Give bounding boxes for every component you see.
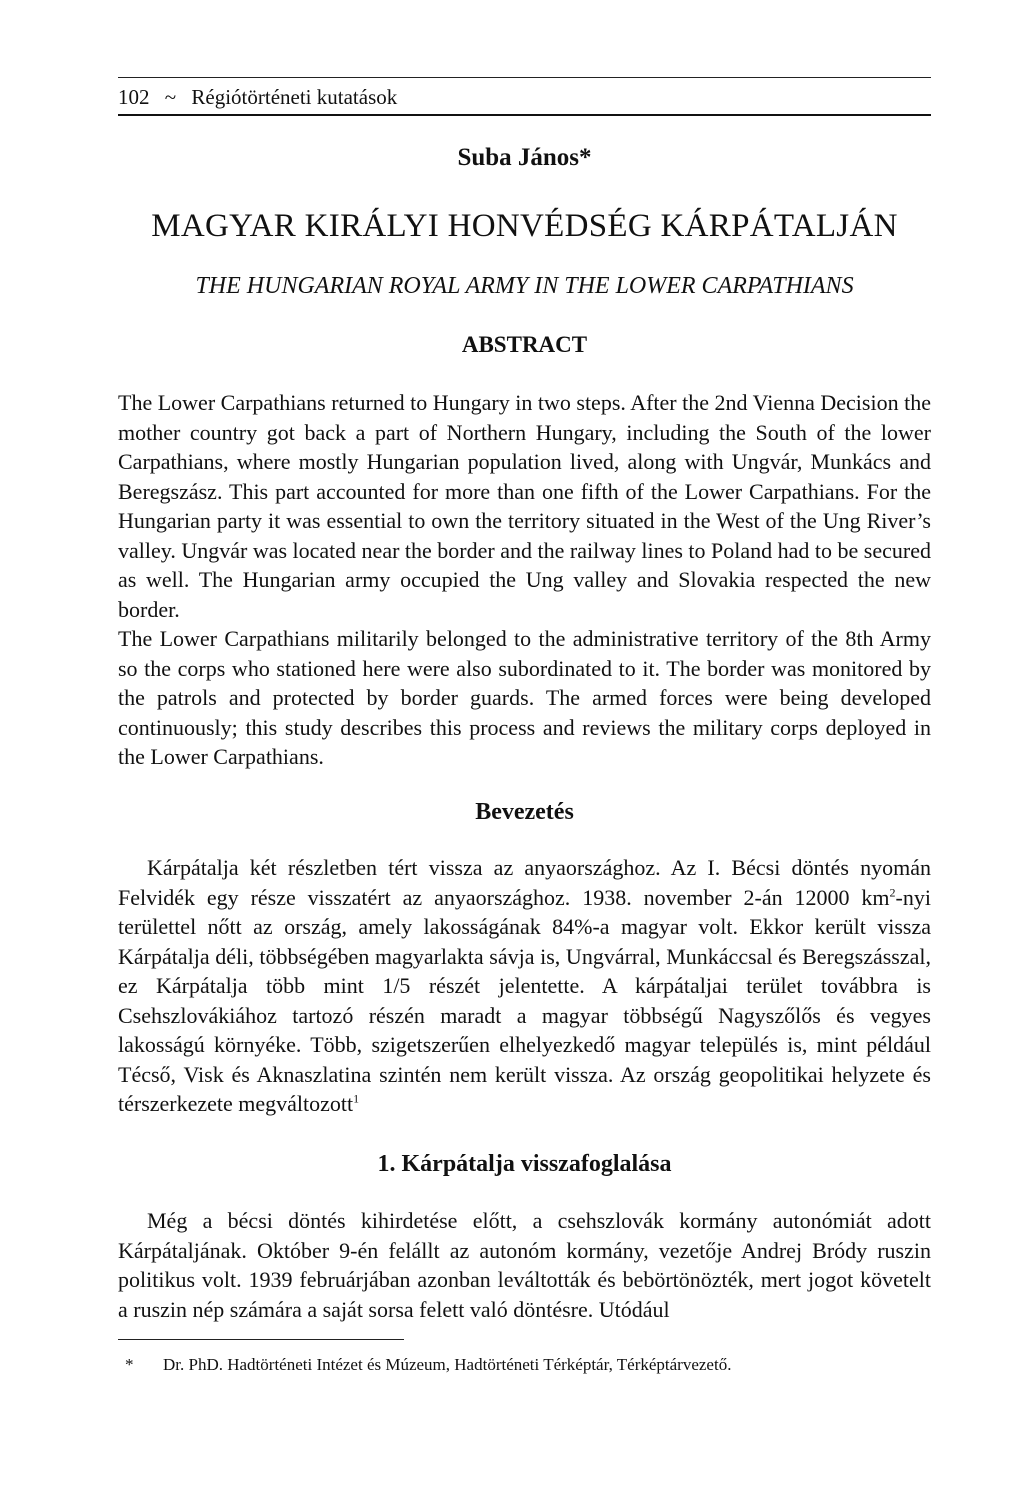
author-footnote	[125, 1354, 931, 1376]
introduction-heading: Bevezetés	[475, 799, 574, 825]
abstract-heading: ABSTRACT	[461, 332, 588, 357]
article-title: MAGYAR KIRÁLYI HONVÉDSÉG KÁRPÁTALJÁN	[151, 208, 898, 244]
header-separator: ~	[164, 85, 177, 109]
footnote-text: Dr. PhD. Hadtörténeti Intézet és Múzeum, Hadtörténeti Térképtár, Térképtárvezető.	[163, 1355, 732, 1374]
journal-title: Régiótörténeti kutatások	[191, 85, 398, 109]
page-number: 102	[118, 85, 150, 109]
area-unit-superscript: 2	[889, 885, 896, 900]
footnote-reference[interactable]: 1	[353, 1091, 360, 1106]
section-1-heading: 1. Kárpátalja visszafoglalása	[377, 1151, 672, 1177]
author-name: Suba János*	[457, 144, 592, 171]
header-bottom-rule	[118, 114, 931, 116]
abstract-paragraph: The Lower Carpathians returned to Hungary in two steps. After the 2nd Vienna Decision the mother country got back a part of Northern Hungary, including the South of the lower Carpathians, where mostly Hungarian population lived, along with Ungvár, Munkács and Beregszász. This part accounted for more than one fifth of the Lower Carpathians. For the Hungarian party it was essential to own the territory situated in the West of the Ung River’s valley. Ungvár was located near the border and the railway lines to Poland had to be secured as well. The Hungarian army occupied the Ung valley and Slovakia respected the new border.	[118, 390, 931, 622]
section-1-paragraph: Még a bécsi döntés kihirdetése előtt, a csehszlovák kormány autonómiát adott Kárpátaljának. Október 9-én felállt az autonóm kormány, vezetője Andrej Bródy ruszin politikus volt. 1939 februárjában azonban leváltották és bebörtönözték, mert jogot követelt a ruszin nép számára a saját sorsa felett való döntésre. Utódául	[118, 1208, 931, 1322]
article-subtitle: THE HUNGARIAN ROYAL ARMY IN THE LOWER CARPATHIANS	[195, 273, 854, 299]
header-top-rule	[118, 77, 931, 78]
footnote-marker: *	[125, 1355, 134, 1374]
introduction-paragraph	[118, 853, 931, 1119]
abstract-body	[118, 388, 931, 772]
abstract-paragraph: The Lower Carpathians militarily belonged to the administrative territory of the 8th Army so the corps who stationed here were also subordinated to it. The border was monitored by the patrols and protected by border guards. The armed forces were being developed continuously; this study describes this process and reviews the military corps deployed in the Lower Carpathians.	[118, 626, 931, 769]
introduction-text-start: Kárpátalja két részletben tért vissza az anyaországhoz. Az I. Bécsi döntés nyomán Felvidék egy része visszatért az anyaországhoz. 1938. november 2-án 12000 km	[118, 855, 931, 910]
introduction-body	[118, 853, 931, 1119]
introduction-text-rest: -nyi területtel nőtt az ország, amely lakosságának 84%-a magyar volt. Ekkor került vissza Kárpátalja déli, többségében magyarlakta sávja is, Ungvárral, Munkáccsal és Beregszásszal, ez Kárpátalja több mint 1/5 részét jelentette. A kárpátaljai terület továbbra is Csehszlovákiához tartozó részén maradt a magyar többségű Nagyszőlős és vegyes lakosságú környéke. Több, szigetszerűen elhelyezkedő magyar település is, mint például Técső, Visk és Aknaszlatina szintén nem került vissza. Az ország geopolitikai helyzete és térszerkezete megváltozott	[118, 884, 931, 1116]
footnote-rule	[118, 1339, 404, 1340]
section-1-body	[118, 1206, 931, 1324]
